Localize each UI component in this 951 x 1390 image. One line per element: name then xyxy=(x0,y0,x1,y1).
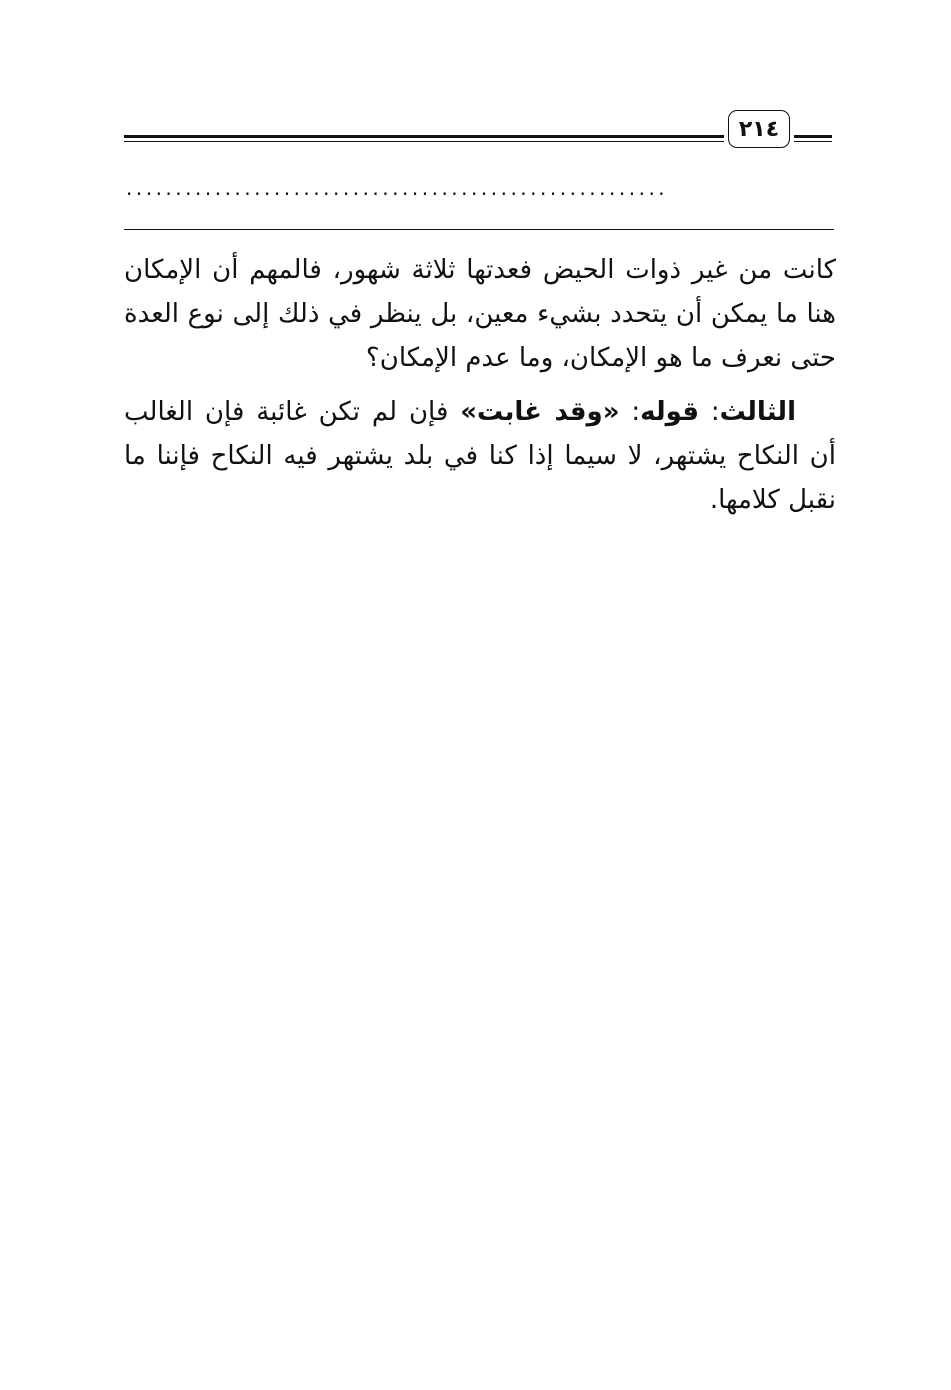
paragraph-2 xyxy=(124,390,836,522)
quote-colon: : xyxy=(619,397,641,427)
paragraph-1: كانت من غير ذوات الحيض فعدتها ثلاثة شهور، فالمهم أن الإمكان هنا ما يمكن أن يتحدد بشيء معين، بل ينظر في ذلك إلى نوع العدة حتى نعرف ما هو الإمكان، وما عدم الإمكان؟ xyxy=(124,255,836,373)
quoted-phrase: «وقد غابت» xyxy=(460,397,620,427)
main-text xyxy=(124,248,836,522)
section-divider xyxy=(124,229,834,230)
section-label: الثالث xyxy=(719,397,796,427)
header-rule-thin xyxy=(124,141,724,142)
paragraph-2-text: فإن لم تكن غائبة فإن الغالب أن النكاح يشتهر، لا سيما إذا كنا في بلد يشتهر فيه النكاح فإننا ما نقبل كلامها. xyxy=(124,397,836,515)
page-number: ٢١٤ xyxy=(728,110,790,148)
page-header xyxy=(124,100,834,150)
header-rule-right-thin xyxy=(794,141,832,142)
quote-label: قوله xyxy=(640,397,700,427)
label-colon: : xyxy=(699,397,720,427)
header-rule-right-thick xyxy=(794,135,832,138)
dotted-separator: ....................................................... xyxy=(126,178,669,198)
header-rule-thick xyxy=(124,135,724,138)
